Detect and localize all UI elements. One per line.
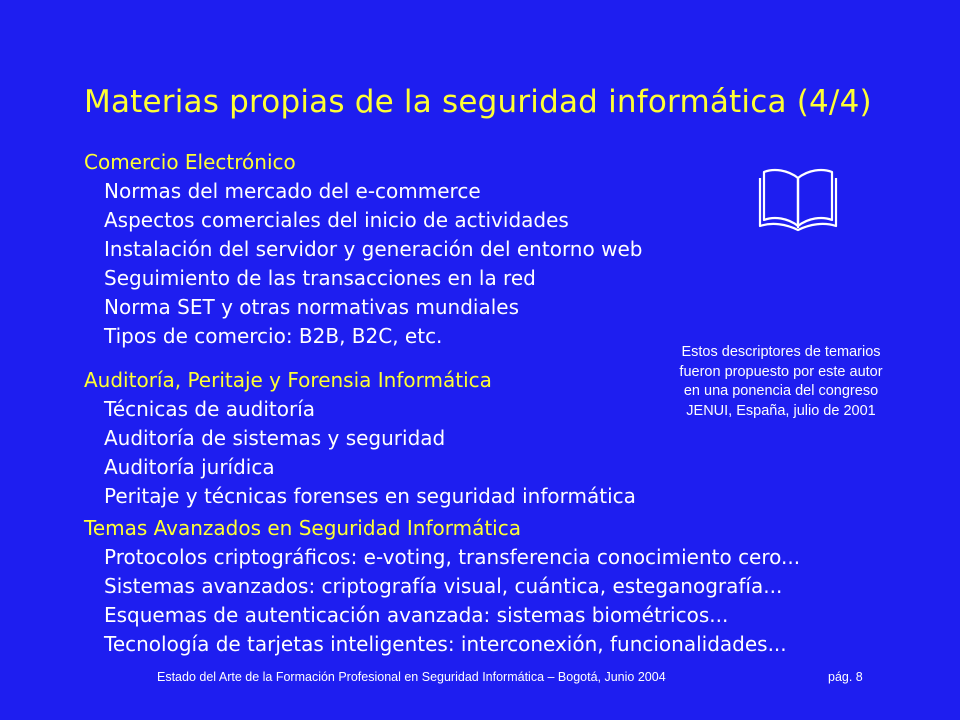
section-title: Temas Avanzados en Seguridad Informática bbox=[84, 516, 521, 540]
list-item: Esquemas de autenticación avanzada: sistemas biométricos... bbox=[104, 603, 729, 627]
list-item: Tecnología de tarjetas inteligentes: interconexión, funcionalidades... bbox=[104, 632, 787, 656]
list-item: Instalación del servidor y generación del entorno web bbox=[104, 237, 643, 261]
section-title: Auditoría, Peritaje y Forensia Informática bbox=[84, 368, 492, 392]
list-item: Protocolos criptográficos: e-voting, transferencia conocimiento cero... bbox=[104, 545, 801, 569]
list-item: Norma SET y otras normativas mundiales bbox=[104, 295, 520, 319]
list-item: Normas del mercado del e-commerce bbox=[104, 179, 481, 203]
note-line: en una ponencia del congreso bbox=[683, 383, 879, 399]
list-item: Técnicas de auditoría bbox=[104, 397, 316, 421]
slide-title: Materias propias de la seguridad informática (4/4) bbox=[84, 84, 872, 120]
note-line: fueron propuesto por este autor bbox=[679, 363, 883, 380]
section-temas-avanzados bbox=[84, 514, 800, 659]
footer-text: Estado del Arte de la Formación Profesional en Seguridad Informática – Bogotá, Junio 2004 bbox=[157, 670, 666, 684]
page-number: pág. 8 bbox=[828, 670, 863, 684]
section-auditoria bbox=[84, 366, 636, 511]
section-title: Comercio Electrónico bbox=[84, 150, 296, 174]
section-comercio-electronico bbox=[84, 148, 642, 351]
note-line: JENUI, España, julio de 2001 bbox=[686, 402, 876, 419]
list-item: Tipos de comercio: B2B, B2C, etc. bbox=[104, 324, 443, 348]
list-item: Peritaje y técnicas forenses en seguridad informática bbox=[104, 484, 636, 508]
list-item: Auditoría jurídica bbox=[104, 455, 275, 479]
list-item: Seguimiento de las transacciones en la red bbox=[104, 266, 536, 290]
open-book-icon bbox=[756, 164, 840, 232]
note-text bbox=[640, 343, 922, 421]
list-item: Aspectos comerciales del inicio de actividades bbox=[104, 208, 569, 232]
list-item: Auditoría de sistemas y seguridad bbox=[104, 426, 446, 450]
list-item: Sistemas avanzados: criptografía visual, cuántica, esteganografía... bbox=[104, 574, 783, 598]
note-line: Estos descriptores de temarios bbox=[681, 344, 881, 360]
